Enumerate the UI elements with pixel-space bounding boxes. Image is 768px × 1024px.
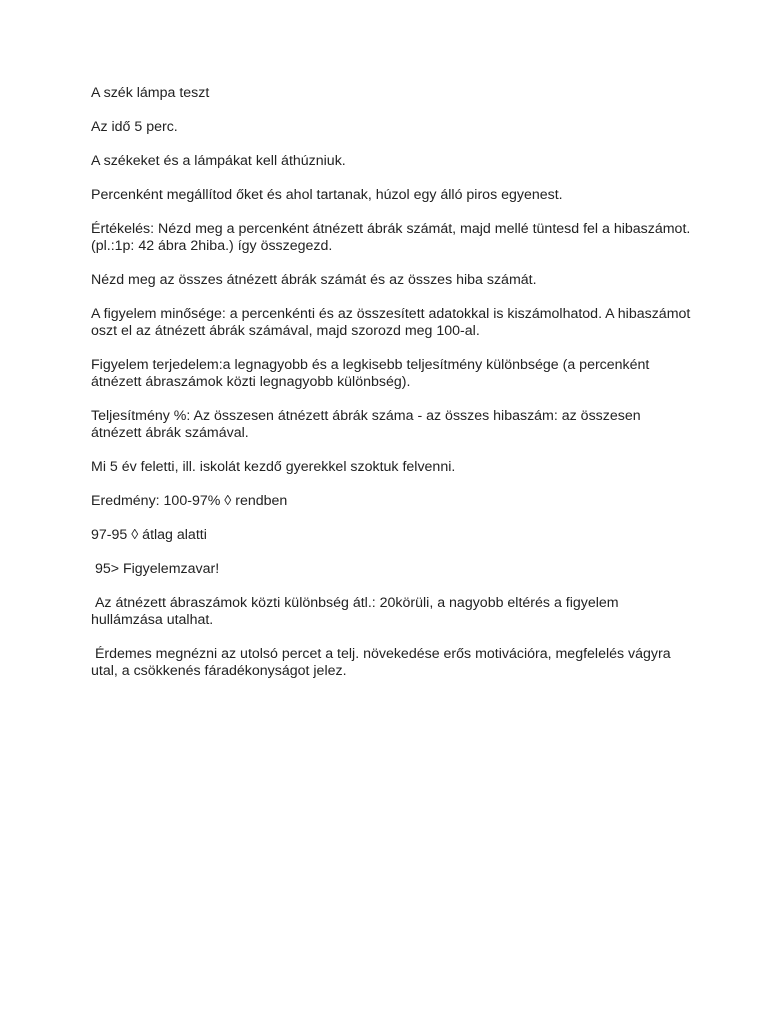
paragraph-totals: Nézd meg az összes átnézett ábrák számát és az összes hiba számát.: [91, 272, 537, 288]
document-body: [91, 85, 695, 697]
paragraph-result-disorder: 95> Figyelemzavar!: [91, 561, 220, 577]
paragraph-task: A székeket és a lámpákat kell áthúzniuk.: [91, 153, 346, 169]
paragraph-age-group: Mi 5 év feletti, ill. iskolát kezdő gyerekkel szoktuk felvenni.: [91, 459, 456, 475]
paragraph-performance: Teljesítmény %: Az összesen átnézett ábrák száma - az összes hibaszám: az összesen átnézett ábrák számával.: [91, 408, 645, 441]
paragraph-evaluation: Értékelés: Nézd meg a percenként átnézett ábrák számát, majd mellé tüntesd fel a hibaszámot. (pl.:1p: 42 ábra 2hiba.) így összegezd.: [91, 221, 695, 254]
paragraph-difference-note: Az átnézett ábraszámok közti különbség átl.: 20körüli, a nagyobb eltérés a figyelem hullámzása utalhat.: [91, 595, 623, 628]
paragraph-result-normal: Eredmény: 100-97% ◊ rendben: [91, 493, 288, 509]
document-title: A szék lámpa teszt: [91, 85, 210, 101]
paragraph-attention-quality: A figyelem minősége: a percenkénti és az összesített adatokkal is kiszámolhatod. A hibaszámot oszt el az átnézett ábrák számával, majd szorozd meg 100-al.: [91, 306, 695, 339]
paragraph-last-minute-note: Érdemes megnézni az utolsó percet a telj. növekedése erős motivációra, megfelelés vágyra utal, a csökkenés fáradékonyságot jelez.: [91, 646, 675, 679]
paragraph-attention-span: Figyelem terjedelem:a legnagyobb és a legkisebb teljesítmény különbsége (a percenként átnézett ábraszámok közti legnagyobb különbség).: [91, 357, 654, 390]
paragraph-per-minute: Percenként megállítod őket és ahol tartanak, húzol egy álló piros egyenest.: [91, 187, 563, 203]
paragraph-result-below-average: 97-95 ◊ átlag alatti: [91, 527, 207, 543]
paragraph-duration: Az idő 5 perc.: [91, 119, 178, 135]
